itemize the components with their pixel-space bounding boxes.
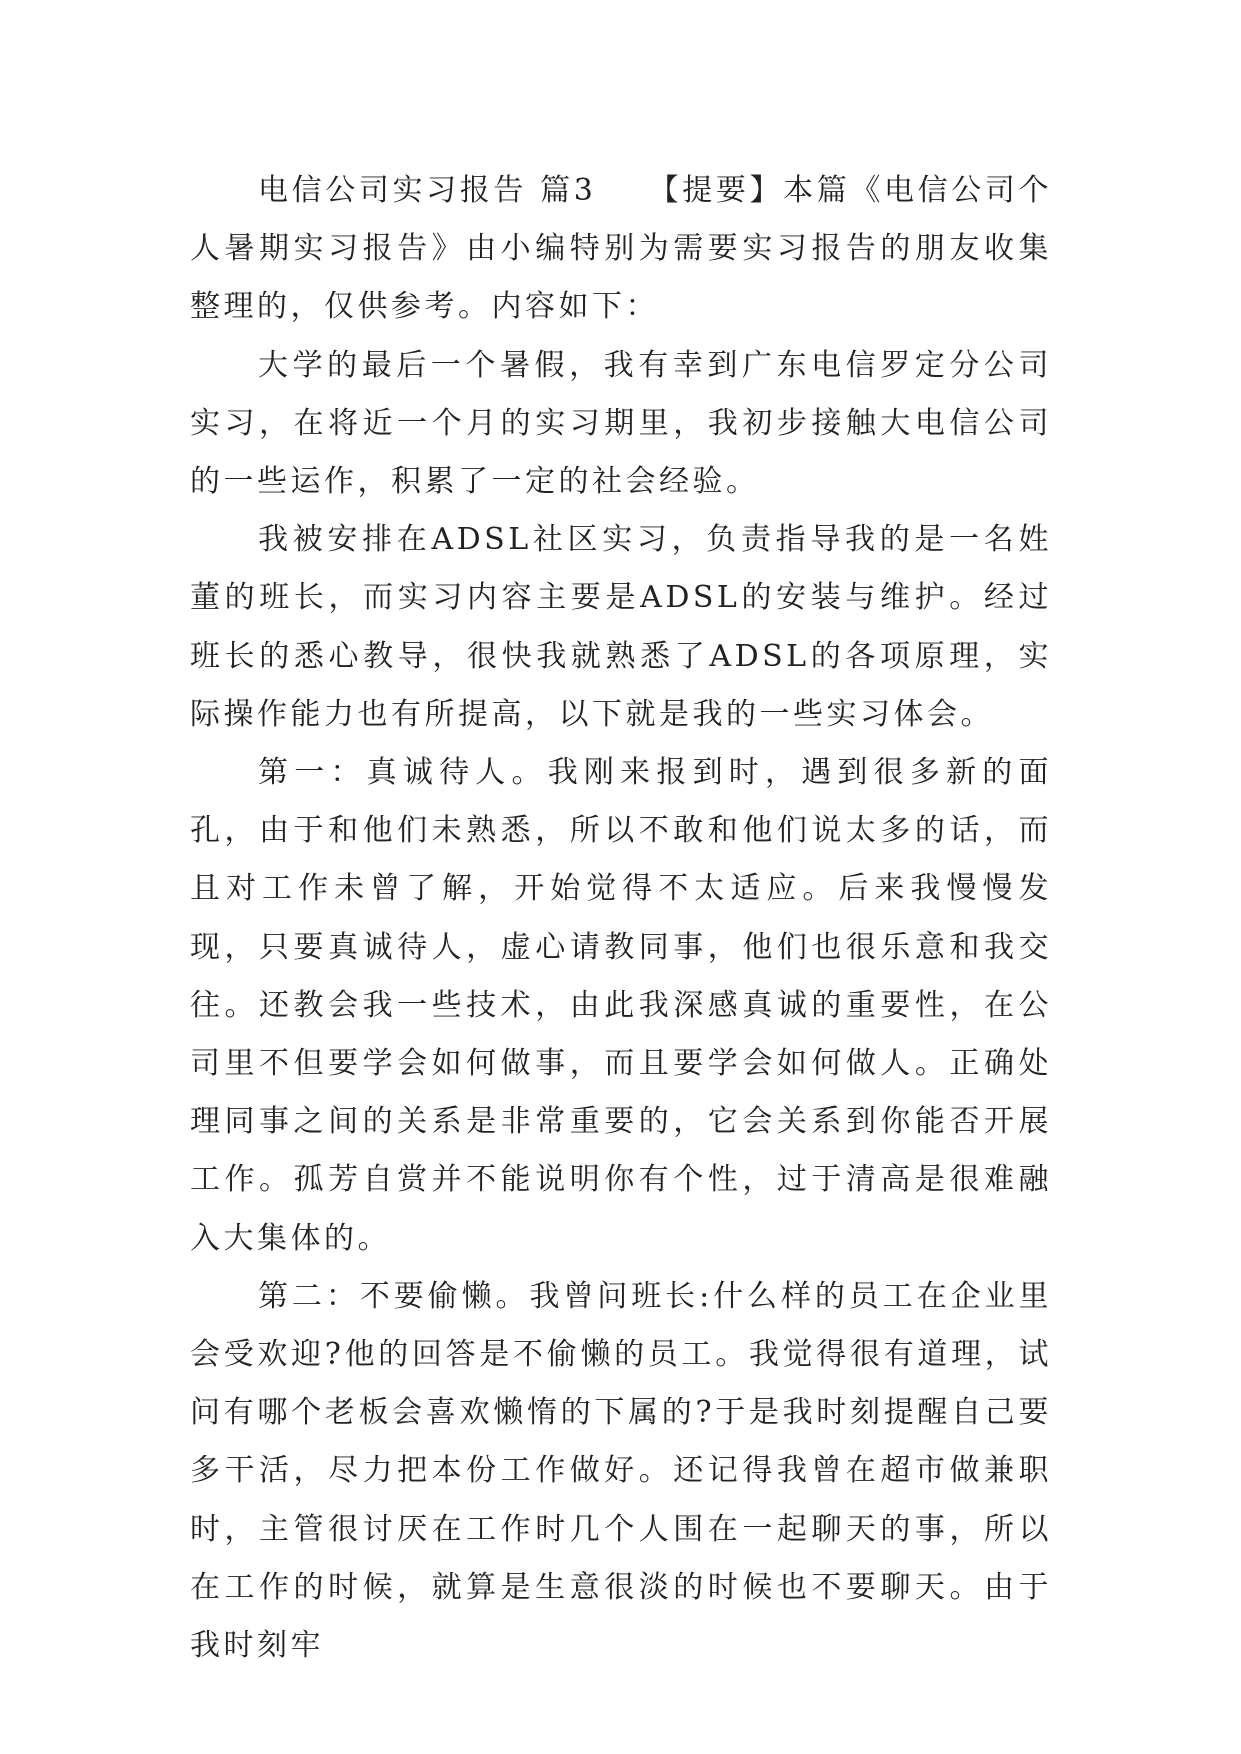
paragraph-assignment: 我被安排在ADSL社区实习，负责指导我的是一名姓董的班长，而实习内容主要是ADSL的安装与维护。经过班长的悉心教导，很快我就熟悉了ADSL的各项原理，实际操作能力也有所提高，以下就是我的一些实习体会。 <box>190 522 1052 732</box>
paragraph-intro: 电信公司实习报告 篇3 【提要】本篇《电信公司个人暑期实习报告》由小编特别为需要实习报告的朋友收集整理的，仅供参考。内容如下： <box>190 173 1052 325</box>
paragraph-point-one: 第一：真诚待人。我刚来报到时，遇到很多新的面孔，由于和他们未熟悉，所以不敢和他们说太多的话，而且对工作未曾了解，开始觉得不太适应。后来我慢慢发现，只要真诚待人，虚心请教同事，他们也很乐意和我交往。还教会我一些技术，由此我深感真诚的重要性，在公司里不但要学会如何做事，而且要学会如何做人。正确处理同事之间的关系是非常重要的，它会关系到你能否开展工作。孤芳自赏并不能说明你有个性，过于清高是很难融入大集体的。 <box>190 755 1052 1256</box>
paragraph-background: 大学的最后一个暑假，我有幸到广东电信罗定分公司实习，在将近一个月的实习期里，我初步接触大电信公司的一些运作，积累了一定的社会经验。 <box>190 347 1052 500</box>
paragraph-point-two: 第二：不要偷懒。我曾问班长:什么样的员工在企业里会受欢迎?他的回答是不偷懒的员工。我觉得很有道理，试问有哪个老板会喜欢懒惰的下属的?于是我时刻提醒自己要多干活，尽力把本份工作做好。还记得我曾在超市做兼职时，主管很讨厌在工作时几个人围在一起聊天的事，所以在工作的时候，就算是生意很淡的时候也不要聊天。由于我时刻牢 <box>190 1278 1052 1664</box>
document-body <box>190 162 1052 1675</box>
